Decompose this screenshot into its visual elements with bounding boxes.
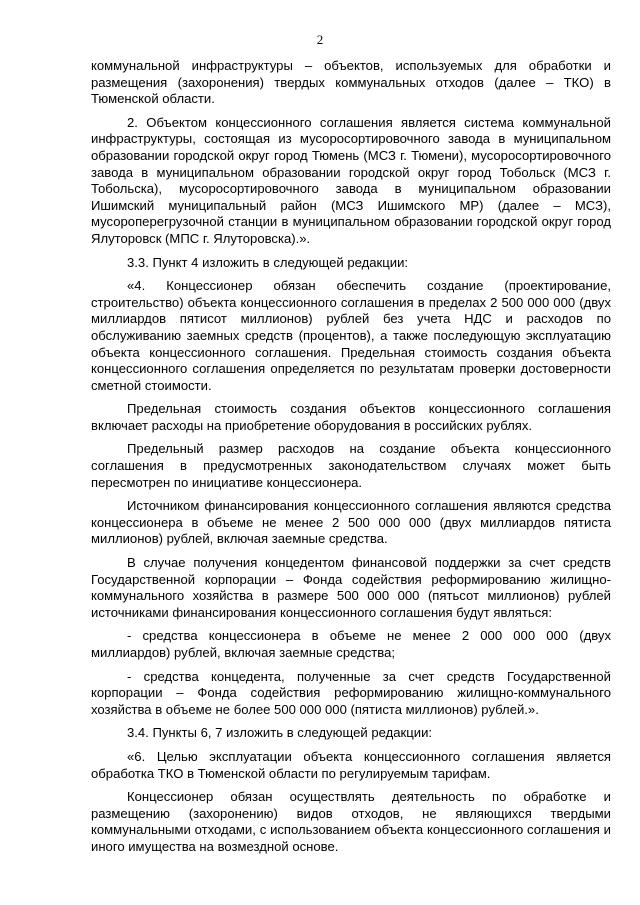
- paragraph-item-2: 2. Объектом концессионного соглашения является система коммунальной инфраструктуры, состоящая из мусоросортировочного завода в муниципальном образовании городской округ город Тюмень (МСЗ г. Тюмени), мусоросортировочного завода в муниципальном образовании городской округ город Тобольск (МСЗ г. Тобольска), мусоросортировочного завода в муниципальном образовании Ишимский муниципальный район (МСЗ Ишимского МР) (далее – МСЗ), мусороперегрузочной станции в муниципальном образовании городской округ город Ялуторовск (МПС г. Ялуторовска).».: [91, 114, 611, 246]
- paragraph-intro-continuation: коммунальной инфраструктуры – объектов, используемых для обработки и размещения (захоронения) твердых коммунальных отходов (далее – ТКО) в Тюменской области.: [91, 58, 611, 107]
- paragraph-cost-revision: Предельный размер расходов на создание объекта концессионного соглашения в предусмотренных законодательством случаях может быть пересмотрен по инициативе концессионера.: [91, 441, 611, 490]
- paragraph-funding-source: Источником финансирования концессионного соглашения являются средства концессионера в объеме не менее 2 500 000 000 (двух миллиардов пятиста миллионов) рублей, включая заемные средства.: [91, 498, 611, 547]
- list-item-concessionaire-funds: - средства концессионера в объеме не менее 2 000 000 000 (двух миллиардов) рублей, включая заемные средства;: [91, 628, 611, 660]
- paragraph-clause-3-4: 3.4. Пункты 6, 7 изложить в следующей редакции:: [127, 725, 433, 741]
- page-number: 2: [316, 32, 324, 47]
- paragraph-financial-support: В случае получения концедентом финансовой поддержки за счет средств Государственной корпорации – Фонда содействия реформированию жилищно-коммунального хозяйства в размере 500 000 000 (пятьсот миллионов) рублей источниками финансирования концессионного соглашения будут являться:: [91, 555, 611, 620]
- paragraph-cost-limit: Предельная стоимость создания объектов концессионного соглашения включает расходы на приобретение оборудования в российских рублях.: [91, 401, 611, 433]
- paragraph-item-6: «6. Целью эксплуатации объекта концессионного соглашения является обработка ТКО в Тюменской области по регулируемым тарифам.: [91, 748, 611, 781]
- paragraph-clause-3-3: 3.3. Пункт 4 изложить в следующей редакции:: [127, 254, 409, 270]
- paragraph-item-4: «4. Концессионер обязан обеспечить создание (проектирование, строительство) объекта концессионного соглашения в пределах 2 500 000 000 (двух миллиардов пятисот миллионов) рублей без учета НДС и расходов по обслуживанию заемных средств (процентов), а также последующую эксплуатацию объекта концессионного соглашения. Предельная стоимость создания объекта концессионного соглашения определяется по результатам проверки достоверности сметной стоимости.: [91, 278, 611, 393]
- list-item-grantor-funds: - средства концедента, полученные за счет средств Государственной корпорации – Фонда содействия реформированию жилищно-коммунального хозяйства в объеме не более 500 000 000 (пятиста миллионов) рублей.».: [91, 668, 611, 717]
- paragraph-concessionaire-obligation: Концессионер обязан осуществлять деятельность по обработке и размещению (захоронению) видов отходов, не являющихся твердыми коммунальными отходами, с использованием объекта концессионного соглашения и иного имущества на возмездной основе.: [91, 789, 611, 854]
- document-body: [91, 58, 611, 863]
